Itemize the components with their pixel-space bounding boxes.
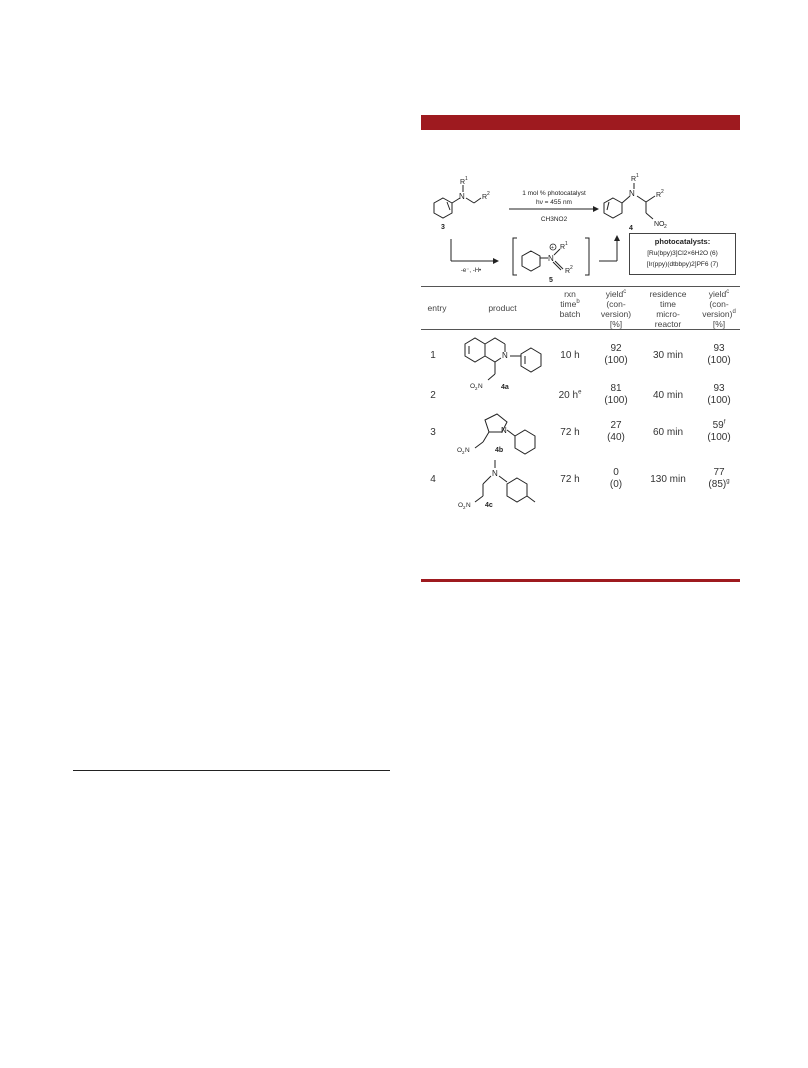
reagents-line1: 1 mol % photocatalyst xyxy=(522,190,586,197)
svg-text:R: R xyxy=(656,192,662,199)
svg-text:1: 1 xyxy=(465,176,468,182)
svg-text:O: O xyxy=(458,502,464,509)
amine-chain-product xyxy=(622,183,655,219)
table-bottom-rule xyxy=(421,579,740,582)
svg-text:N: N xyxy=(465,447,470,454)
catalyst-6: [Ru(bpy)3]Cl2×6H2O (6) xyxy=(647,250,718,257)
catalyst-7: [Ir(ppy)(dtbbpy)2]PF6 (7) xyxy=(646,261,719,268)
structure-4c xyxy=(475,460,535,502)
svg-text:N: N xyxy=(492,469,498,478)
svg-text:N: N xyxy=(478,383,483,390)
svg-text:N: N xyxy=(629,189,635,198)
svg-text:N: N xyxy=(459,192,465,201)
svg-text:R: R xyxy=(482,194,488,201)
header-product: product xyxy=(488,303,517,313)
header-rule-top xyxy=(421,286,740,287)
row3-yield: 27 (40) xyxy=(607,420,625,443)
row3-entry: 3 xyxy=(430,427,436,438)
label-3: 3 xyxy=(441,224,445,231)
svg-text:2: 2 xyxy=(463,505,466,510)
row3-residence: 60 min xyxy=(652,427,683,438)
label-4: 4 xyxy=(629,225,633,232)
label-4b: 4b xyxy=(495,447,504,454)
row3-yield2: 59$^f$ (100) xyxy=(707,419,731,443)
svg-text:O: O xyxy=(457,447,463,454)
svg-text:2: 2 xyxy=(487,191,490,197)
svg-text:N: N xyxy=(502,351,508,360)
row2-entry: 2 xyxy=(430,390,436,401)
row4-residence: 130 min xyxy=(650,474,686,485)
row4-time: 72 h xyxy=(560,474,580,485)
row2-yield2: 93 (100) xyxy=(707,383,731,406)
row4-entry: 4 xyxy=(430,474,436,485)
row1-residence: 30 min xyxy=(652,350,683,361)
product-structures xyxy=(455,332,550,517)
svg-text:N: N xyxy=(548,254,554,263)
row1-yield2: 93 (100) xyxy=(707,343,731,366)
row4-yield2: 77 $(85)^g$ xyxy=(708,467,730,490)
reagents-line2: hν = 455 nm xyxy=(536,199,572,206)
photocatalysts-box xyxy=(629,233,736,275)
svg-text:1: 1 xyxy=(636,173,639,179)
header-residence-time: residence time micro- reactor xyxy=(649,289,687,329)
svg-text:1: 1 xyxy=(565,241,568,247)
benzene-ring-product xyxy=(604,198,622,218)
svg-text:2: 2 xyxy=(475,386,478,391)
svg-text:2: 2 xyxy=(462,450,465,455)
footnote-rule xyxy=(73,770,390,771)
oxidation-note: -e⁻, -H• xyxy=(460,268,482,274)
svg-text:2: 2 xyxy=(661,189,664,195)
svg-text:O: O xyxy=(470,383,476,390)
benzene-ring-start xyxy=(434,198,452,218)
header-entry: entry xyxy=(427,303,447,313)
svg-text:+: + xyxy=(551,245,554,251)
header-yield-micro: yield$^c$ (con- version)$^d$ [%] xyxy=(702,289,736,329)
svg-text:NO: NO xyxy=(654,221,665,228)
row1-yield: 92 (100) xyxy=(604,343,628,366)
svg-text:R: R xyxy=(565,268,571,275)
row3-time: 72 h xyxy=(560,427,580,438)
label-4a: 4a xyxy=(501,384,509,391)
label-5: 5 xyxy=(549,277,553,284)
row1-entry: 1 xyxy=(430,350,436,361)
row2-yield: 81 (100) xyxy=(604,383,628,406)
label-4c: 4c xyxy=(485,502,493,509)
header-rule-bottom xyxy=(421,329,740,330)
row2-time: 20 $h^e$ xyxy=(558,389,582,401)
svg-text:N: N xyxy=(466,502,471,509)
header-yield-batch: yield$^c$ (con- version) [%] xyxy=(600,289,632,329)
svg-text:2: 2 xyxy=(664,224,667,230)
svg-text:R: R xyxy=(460,179,466,186)
solvent: CH3NO2 xyxy=(540,216,568,223)
photocatalysts-title: photocatalysts: xyxy=(654,237,711,246)
svg-text:N: N xyxy=(501,426,507,435)
svg-text:R: R xyxy=(560,244,566,251)
amine-chain-start xyxy=(452,185,481,203)
row1-time: 10 h xyxy=(560,350,580,361)
header-rxn-time: rxn time$^b$ batch xyxy=(559,289,581,319)
table-header-bar xyxy=(421,115,740,130)
row2-residence: 40 min xyxy=(652,390,683,401)
row4-yield: 0 (0) xyxy=(609,467,623,490)
svg-text:R: R xyxy=(631,176,637,183)
benzene-ring-intermediate xyxy=(522,251,540,271)
svg-text:2: 2 xyxy=(570,265,573,271)
